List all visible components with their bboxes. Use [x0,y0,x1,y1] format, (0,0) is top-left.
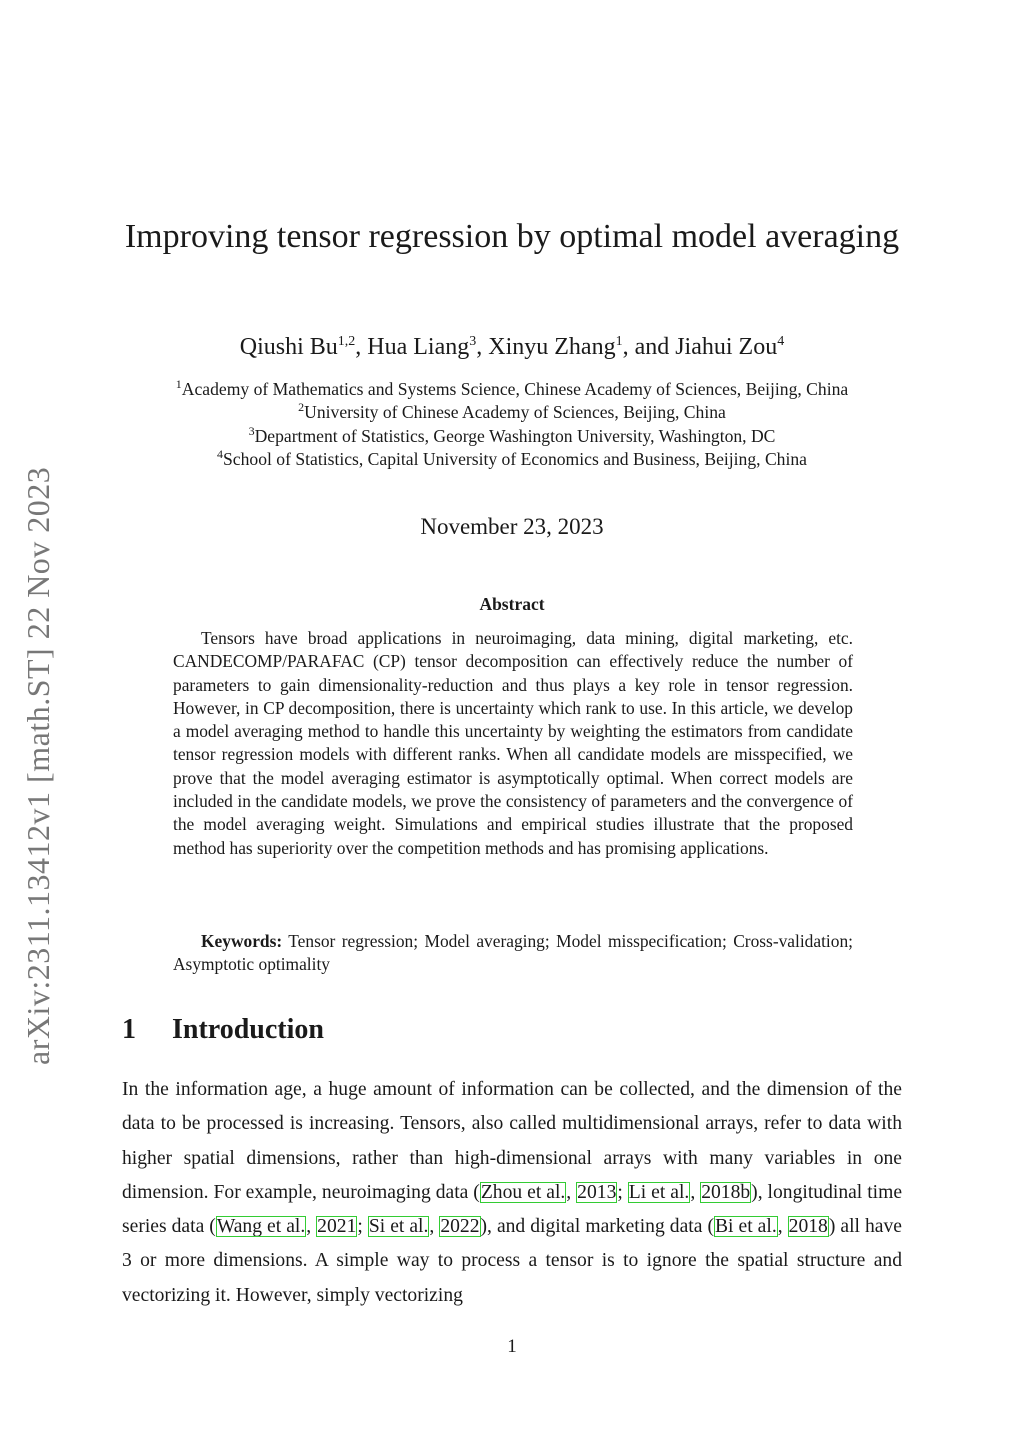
citation-link[interactable]: Zhou et al. [480,1181,566,1203]
author-name: Xinyu Zhang [488,334,616,360]
citation-link[interactable]: Wang et al. [216,1216,306,1238]
citation-link[interactable]: Li et al. [628,1181,690,1203]
keywords-label: Keywords: [201,931,283,951]
affiliation: $^4$School of Statistics, Capital University of Economics and Business, Beijing, China [217,447,807,470]
affiliation: $^3$Department of Statistics, George Washington University, Washington, DC [248,423,776,446]
author-affiliation-marker: 3 [469,334,477,349]
author-list: Qiushi Bu$^{1,2}$, Hua Liang$^3$, Xinyu Zhang$^1$, and Jiahui Zou$^4$ [239,334,785,360]
author-affiliation-marker: 1,2 [337,334,356,349]
publication-date: November 23, 2023 [420,514,604,539]
section-title: Introduction [172,1014,324,1045]
citation-link[interactable]: 2022 [440,1216,480,1238]
author-name: Jiahui Zou [675,334,778,360]
section-heading [122,1010,324,1050]
author-affiliation-marker: 4 [777,334,785,349]
paper-title: Improving tensor regression by optimal model averaging [124,218,900,255]
citation-link[interactable]: Si et al. [368,1216,429,1238]
citation-link[interactable]: Bi et al. [714,1216,777,1238]
intro-paragraph: In the information age, a huge amount of information can be collected, and the dimension of the data to be processed is increasing. Tensors, also called multidimensional arrays, refer to data with higher spatial dimensions, rather than high-dimensional arrays with many variables in one dimension. For example, neuroimaging data (Zhou et al., 2013; Li et al., 2018b), longitudinal time series data (Wang et al., 2021; Si et al., 2022), and digital marketing data (Bi et al., 2018) all have 3 or more dimensions. A simple way to process a tensor is to ignore the spatial structure and vectorizing it. However, simply vectorizing [122,1079,903,1306]
abstract-text: Tensors have broad applications in neuroimaging, data mining, digital marketing, etc. CANDECOMP/PARAFAC (CP) tensor decomposition can effectively reduce the number of parameters to gain dimensionality-reduction and thus plays a key role in tensor regression. However, in CP decomposition, there is uncertainty which rank to use. In this article, we develop a model averaging method to handle this uncertainty by weighting the estimators from candidate tensor regression models with different ranks. When all candidate models are misspecified, we prove that the model averaging estimator is asymptotically optimal. When correct models are included in the candidate models, we prove the consistency of parameters and the convergence of the model averaging weight. Simulations and empirical studies illustrate that the proposed method has superiority over the competition methods and has promising applications. [173,628,853,858]
affiliation-list [100,378,924,472]
keywords-text: Tensor regression; Model averaging; Model misspecification; Cross-validation; Asymptotic optimality [173,931,853,975]
affiliation: $^2$University of Chinese Academy of Sciences, Beijing, China [298,400,726,423]
citation-link[interactable]: 2013 [577,1181,617,1203]
page-number: 1 [507,1336,517,1357]
citation-link[interactable]: 2021 [317,1216,357,1238]
keywords [173,930,853,977]
abstract-heading: Abstract [479,594,545,614]
citation-link[interactable]: 2018b [701,1181,751,1203]
citation-link[interactable]: 2018 [788,1216,828,1238]
author-name: Hua Liang [367,334,470,360]
author-affiliation-marker: 1 [615,334,623,349]
arxiv-identifier: arXiv:2311.13412v1 [math.ST] 22 Nov 2023 [20,466,56,1065]
author-name: Qiushi Bu [239,334,338,360]
affiliation: $^1$Academy of Mathematics and Systems Science, Chinese Academy of Sciences, Beijing, China [175,377,849,399]
section-number: 1 [122,1014,136,1045]
